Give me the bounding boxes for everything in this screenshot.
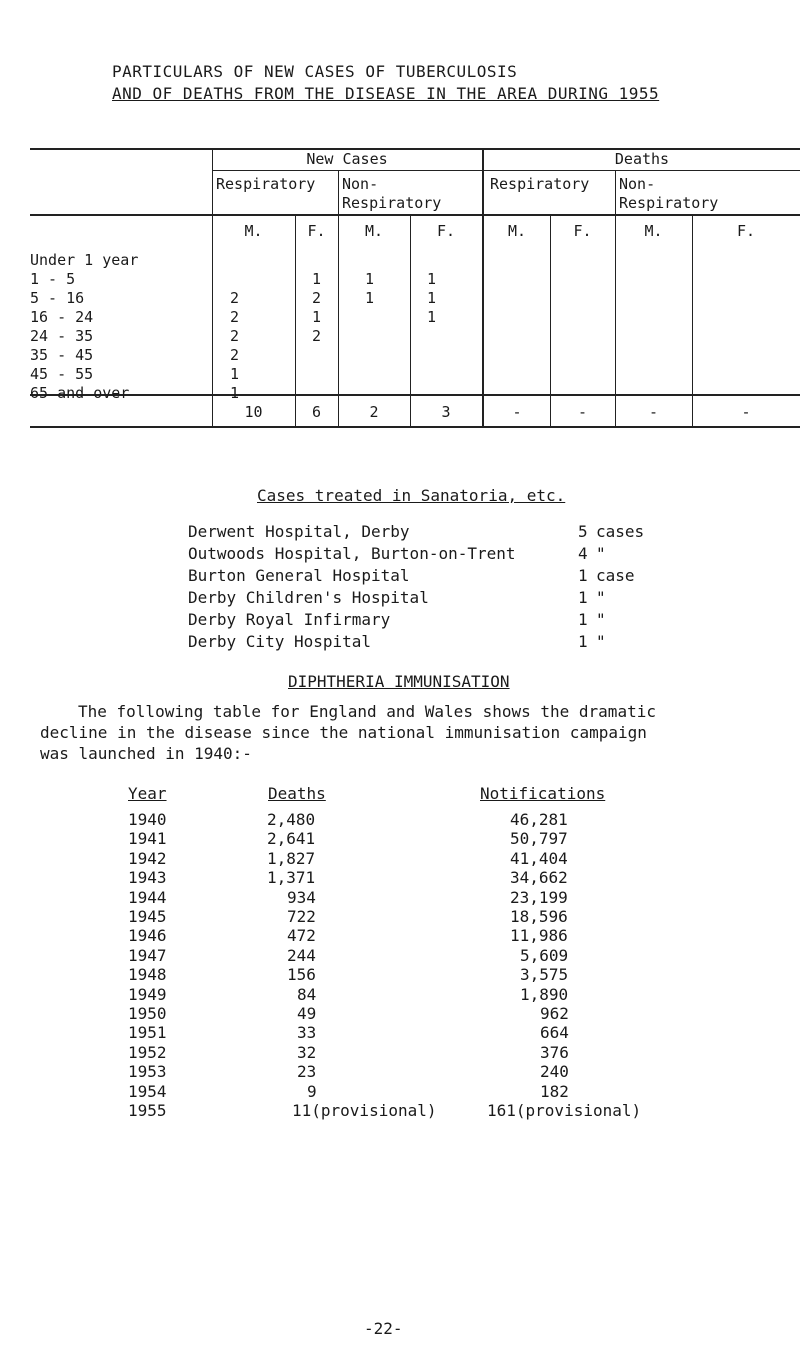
intro-line: The following table for England and Wales shows the dramatic (78, 702, 656, 721)
cell-value: 2 (230, 308, 240, 326)
cell-value: 2 (230, 327, 240, 345)
notifications-cell: 240 (540, 1062, 569, 1082)
notifications-cell: 50,797 (510, 829, 568, 849)
cell-value: 1 (427, 308, 437, 326)
header-new-cases: New Cases (306, 150, 388, 168)
deaths-cell: 49 (297, 1004, 317, 1023)
year-cell: 1948 (128, 965, 167, 985)
sanatorium-count: 4 (578, 544, 588, 563)
cell-value: 2 (312, 289, 322, 307)
age-label: 16 - 24 (30, 308, 94, 326)
deaths-cell: 9 (307, 1081, 317, 1101)
age-label: 45 - 55 (30, 365, 94, 383)
deaths-cell: 1,371 (267, 868, 316, 888)
sex-m: M. (644, 222, 663, 240)
age-label: Under 1 year (30, 251, 139, 269)
sex-f: F. (436, 222, 456, 240)
header-deaths-respiratory: Respiratory (490, 175, 590, 193)
sanatorium-unit: " (596, 588, 606, 607)
tb-table (30, 148, 800, 458)
title-line-1: PARTICULARS OF NEW CASES OF TUBERCULOSIS (112, 62, 518, 81)
sex-f: F. (573, 222, 592, 240)
deaths-cell: 934 (287, 887, 316, 907)
sex-m: M. (244, 222, 263, 240)
col-header-year: Year (128, 784, 167, 803)
cell-value: 1 (312, 270, 322, 288)
cell-value: 2 (312, 327, 322, 345)
sex-f: F. (307, 222, 326, 240)
total-value: - (577, 403, 588, 421)
cell-value: 2 (230, 346, 240, 364)
sanatorium-name: Derby City Hospital (188, 632, 372, 651)
total-value: 6 (311, 403, 322, 421)
cell-value: 1 (230, 365, 240, 383)
year-cell: 1943 (128, 868, 167, 888)
sanatorium-count: 1 (578, 588, 588, 607)
notifications-cell: 18,596 (510, 907, 568, 926)
cell-value: 2 (230, 289, 240, 307)
sanatoria-heading: Cases treated in Sanatoria, etc. (257, 486, 566, 505)
notifications-cell: 11,986 (510, 926, 568, 946)
deaths-cell: 2,641 (267, 829, 316, 849)
diphtheria-heading: DIPHTHERIA IMMUNISATION (288, 672, 510, 691)
col-header-notifications: Notifications (480, 784, 606, 803)
intro-line: decline in the disease since the national immunisation campaign (40, 723, 647, 742)
page-number: -22- (364, 1319, 403, 1338)
sanatorium-name: Outwoods Hospital, Burton-on-Trent (188, 544, 516, 563)
deaths-cell: 244 (287, 945, 316, 965)
notifications-cell: 46,281 (510, 810, 568, 829)
age-label: 5 - 16 (30, 289, 85, 307)
sanatorium-count: 5 (578, 522, 588, 541)
sanatorium-unit: " (596, 544, 606, 563)
sanatorium-count: 1 (578, 610, 588, 629)
age-label: 65 and over (30, 384, 130, 402)
year-cell: 1941 (128, 829, 167, 849)
sanatorium-name: Derwent Hospital, Derby (188, 522, 410, 541)
year-cell: 1953 (128, 1062, 167, 1082)
year-cell: 1946 (128, 926, 167, 946)
deaths-cell: 11(provisional) (292, 1101, 437, 1120)
total-value: 2 (369, 403, 379, 421)
header-new-non-respiratory: Non- Respiratory (342, 175, 442, 212)
sanatorium-unit: case (596, 566, 635, 585)
year-cell: 1944 (128, 887, 167, 907)
deaths-cell: 472 (287, 926, 316, 946)
notifications-cell: 962 (540, 1004, 569, 1023)
cell-value: 1 (427, 270, 437, 288)
total-value: - (512, 403, 522, 421)
deaths-cell: 84 (297, 984, 317, 1004)
deaths-cell: 32 (297, 1042, 317, 1062)
sanatorium-unit: " (596, 632, 606, 651)
total-value: - (648, 403, 659, 421)
deaths-cell: 33 (297, 1023, 317, 1043)
year-cell: 1942 (128, 848, 167, 868)
year-cell: 1955 (128, 1101, 167, 1120)
notifications-cell: 376 (540, 1042, 569, 1062)
header-deaths: Deaths (614, 150, 670, 168)
sanatorium-unit: cases (596, 522, 645, 541)
notifications-cell: 23,199 (510, 887, 568, 907)
col-header-deaths: Deaths (268, 784, 326, 803)
notifications-cell: 34,662 (510, 868, 568, 888)
sanatorium-count: 1 (578, 566, 588, 585)
sex-m: M. (507, 222, 527, 240)
sanatorium-name: Derby Royal Infirmary (188, 610, 391, 629)
title-line-2: AND OF DEATHS FROM THE DISEASE IN THE AREA DURING 1955 (112, 84, 660, 103)
age-label: 35 - 45 (30, 346, 94, 364)
cell-value: 1 (230, 384, 240, 402)
cell-value: 1 (427, 289, 437, 307)
year-cell: 1951 (128, 1023, 167, 1043)
notifications-cell: 182 (540, 1081, 569, 1101)
age-label: 1 - 5 (30, 270, 76, 288)
total-value: - (741, 403, 751, 421)
year-cell: 1945 (128, 907, 167, 926)
deaths-cell: 23 (297, 1062, 317, 1082)
year-cell: 1950 (128, 1004, 167, 1023)
sanatorium-name: Burton General Hospital (188, 566, 410, 585)
deaths-cell: 156 (287, 965, 316, 985)
total-value: 3 (441, 403, 451, 421)
notifications-cell: 3,575 (520, 965, 569, 985)
year-cell: 1947 (128, 945, 167, 965)
notifications-cell: 161(provisional) (487, 1101, 642, 1120)
header-new-respiratory: Respiratory (216, 175, 316, 193)
deaths-cell: 722 (287, 907, 316, 926)
sanatorium-unit: " (596, 610, 606, 629)
notifications-cell: 664 (540, 1023, 569, 1043)
sanatorium-count: 1 (578, 632, 588, 651)
sanatorium-name: Derby Children's Hospital (188, 588, 429, 607)
notifications-cell: 41,404 (510, 848, 568, 868)
age-label: 24 - 35 (30, 327, 94, 345)
total-value: 10 (244, 403, 263, 421)
cell-value: 1 (365, 270, 375, 288)
intro-line: was launched in 1940:- (40, 744, 252, 763)
deaths-cell: 2,480 (267, 810, 316, 829)
header-deaths-non-respiratory: Non- Respiratory (619, 175, 719, 212)
sex-f: F. (736, 222, 756, 240)
year-cell: 1952 (128, 1042, 167, 1062)
year-cell: 1940 (128, 810, 167, 829)
year-cell: 1949 (128, 984, 167, 1004)
cell-value: 1 (365, 289, 375, 307)
notifications-cell: 5,609 (520, 945, 569, 965)
year-cell: 1954 (128, 1081, 167, 1101)
notifications-cell: 1,890 (520, 984, 569, 1004)
cell-value: 1 (312, 308, 322, 326)
deaths-cell: 1,827 (267, 848, 316, 868)
sex-m: M. (364, 222, 384, 240)
